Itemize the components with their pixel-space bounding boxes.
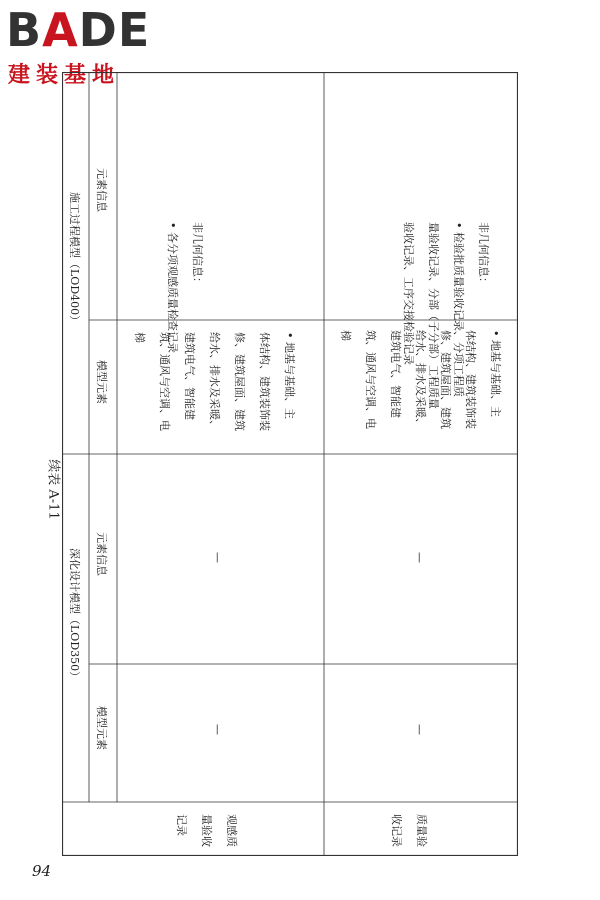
row1-lod350-elements: — xyxy=(211,724,224,735)
header-lod350-model-elements: 模型元素 xyxy=(95,706,108,750)
rotated-table xyxy=(62,72,518,856)
row2-name: 质量验 收记录 xyxy=(390,814,428,847)
header-lod400: 施工过程模型（LOD400） xyxy=(68,192,81,327)
table-caption: 续表 A-11 xyxy=(45,459,61,520)
row1-lod400-elements: • 地基与基础、主 体结构、建筑装饰装 修、建筑屋面、建筑 给水、排水及采暖、 建筑电气、智能建 筑、通风与空调、电 梯 xyxy=(133,332,296,431)
row2-lod350-elements: — xyxy=(413,724,426,735)
page-number: 94 xyxy=(32,862,52,880)
row1-lod400-info: 非几何信息： • 各分项观感质量检查记录 xyxy=(166,222,204,353)
logo-subtitle: 建装基地 xyxy=(8,63,121,88)
header-lod350: 深化设计模型（LOD350） xyxy=(68,548,81,683)
row2-lod350-info: — xyxy=(413,552,426,563)
logo-wordmark: BADE xyxy=(6,3,151,57)
header-lod400-model-elements: 模型元素 xyxy=(95,360,108,404)
row2-lod400-info: 非几何信息： • 检验批质量验收记录、分项工程质 量验收记录、分部（子分部）工程质量 验收记录、工序交接检验记录 xyxy=(402,222,490,409)
row1-name: 观感质 量验收 记录 xyxy=(175,814,238,847)
header-lod400-element-info: 元素信息 xyxy=(95,168,108,212)
table-grid xyxy=(62,72,518,856)
row2-lod400-elements: • 地基与基础、主 体结构、建筑装饰装 修、建筑屋面、建筑 给水、排水及采暖、 建筑电气、智能建 筑、通风与空调、电 梯 xyxy=(339,330,502,429)
row1-lod350-info: — xyxy=(211,552,224,563)
header-lod350-element-info: 元素信息 xyxy=(95,532,108,576)
